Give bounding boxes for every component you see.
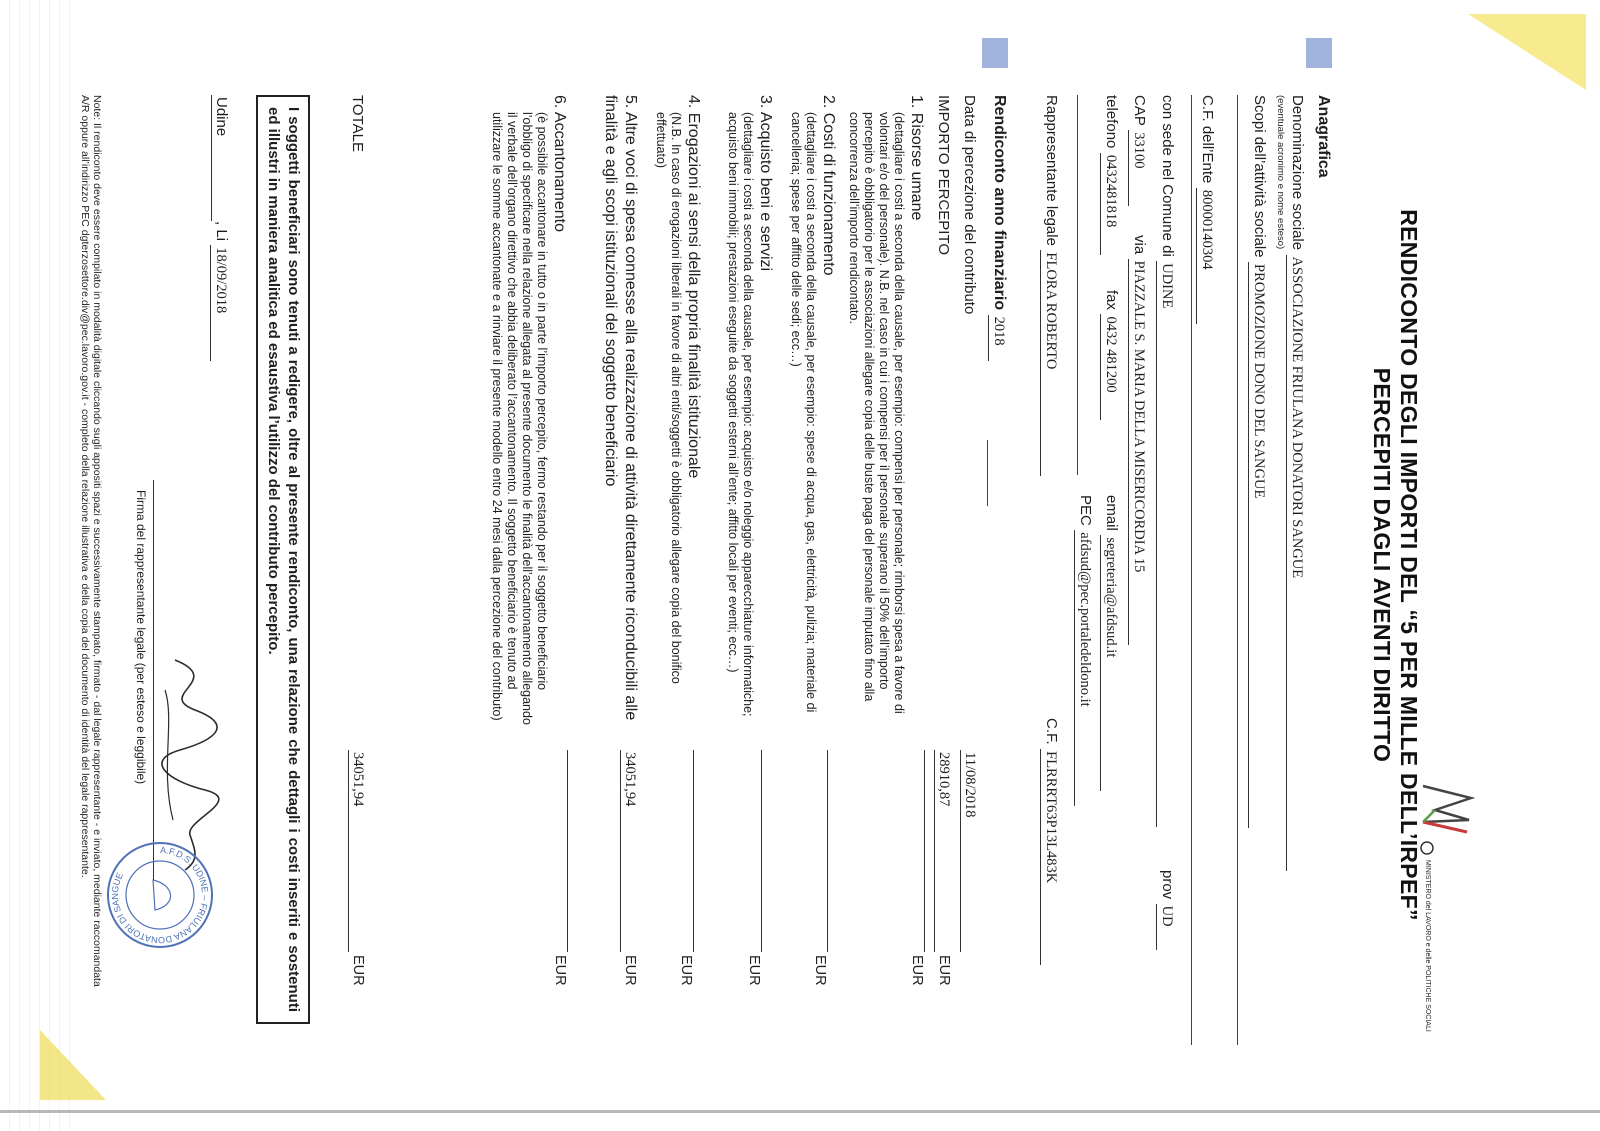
currency-label: EUR [936, 955, 952, 986]
anagrafica-heading: Anagrafica [1315, 95, 1332, 178]
data-firma-field[interactable]: 18/09/2018 [210, 245, 229, 361]
item-5-amount-field[interactable]: 34051,94 [620, 750, 638, 952]
email-field[interactable]: segreteria@afdsud.it [1100, 535, 1119, 791]
item-3-description: (dettagliare i costi a seconda della causale, per esempio: acquisto e/o noleggio apparecchiature informatiche; acquisto beni immobili; prestazioni eseguite da soggetti esterni all’ente; affitto locali per eventi; ecc…) [726, 112, 755, 717]
email-label: email [1103, 495, 1120, 531]
scopi-row [1248, 95, 1268, 828]
comune-row [1156, 95, 1176, 827]
rappresentante-label: Rappresentante legale [1043, 95, 1060, 246]
via-row [1128, 235, 1148, 645]
cf-row [1196, 95, 1216, 324]
item-1-amount-field[interactable] [924, 750, 925, 952]
scopi-label: Scopi dell’attività sociale [1251, 95, 1268, 258]
currency-label: EUR [909, 955, 925, 986]
relazione-notice-box: I soggetti beneficiari sono tenuti a redigere, oltre al presente rendiconto, una relazione che dettagli i costi inseriti e sostenuti ed illustri in maniera analitica ed esaustiva l’utilizzo del contributo percepito. [256, 95, 310, 1024]
cap-field[interactable]: 33100 [1128, 130, 1147, 206]
item-5-title: 5. Altre voci di spesa connesse alla realizzazione di attività direttamente riconducibili alle finalità e agli scopi istituzionali del soggetto beneficiario [602, 95, 639, 721]
fax-label: fax [1103, 290, 1120, 311]
document-title [1368, 60, 1422, 1070]
rappresentante-row [1040, 95, 1060, 476]
scopi-field[interactable]: PROMOZIONE DONO DEL SANGUE [1248, 262, 1267, 828]
logo-caption: MINISTERO del LAVORO e delle POLITICHE SOCIALI [1424, 860, 1431, 1032]
via-field[interactable]: PIAZZALE S. MARIA DELLA MISERICORDIA 15 [1128, 259, 1147, 645]
stamp-text: A.F.D.S. UDINE – FRIULANA DONATORI DI SANGUE [109, 844, 211, 946]
importo-percepito-field[interactable]: 28910,87 [934, 750, 952, 952]
prov-label: prov [1159, 870, 1176, 900]
item-6-description: (è possibile accantonare in tutto o in parte l’importo percepito, fermo restando per il soggetto beneficiario l’obbligo di specificare nella relazione allegata al presente documento le finalità dell’accantonamento allegando il verbale dell’organo direttivo che abbia deliberato l’accantonamento. Il soggetto beneficiario è tenuto ad utilizzare le somme accantonate e a rinviare il presente modello entro 24 mesi dalla percezione del contributo) [490, 112, 549, 725]
association-stamp [105, 840, 215, 950]
data-percezione-field[interactable]: 11/08/2018 [960, 750, 978, 952]
item-2-amount-field[interactable] [827, 750, 828, 952]
rappresentante-cf-label: C.F. [1043, 718, 1060, 745]
rendiconto-heading: Rendiconto anno finanziario [991, 95, 1008, 311]
item-1-title: 1. Risorse umane [908, 95, 925, 221]
denominazione-note: (eventuale acronimo e nome esteso) [1275, 95, 1286, 250]
comune-field[interactable]: UDINE [1156, 261, 1175, 827]
item-2-title: 2. Costi di funzionamento [820, 95, 837, 276]
item-3-amount-field[interactable] [761, 750, 762, 952]
section-marker [1306, 38, 1332, 68]
currency-label: EUR [622, 955, 638, 986]
divider [1191, 95, 1192, 1045]
currency-label: EUR [746, 955, 762, 986]
ministry-logo [1415, 780, 1475, 1032]
telefono-row [1100, 95, 1120, 255]
rappresentante-cf-row [1040, 718, 1060, 965]
rappresentante-field[interactable]: FLORA ROBERTO [1040, 250, 1059, 476]
telefono-field[interactable]: 0432481818 [1100, 153, 1119, 255]
pec-label: PEC [1077, 495, 1094, 526]
totale-field[interactable]: 34051,94 [348, 750, 366, 952]
rendiconto-heading-row [988, 95, 1008, 361]
cap-label: CAP [1131, 95, 1148, 126]
telefono-label: telefono [1103, 95, 1120, 149]
item-4-description: (N.B. In caso di erogazioni liberali in favore di altri enti/soggetti è obbligatorio allegare copia del bonifico effettuato) [654, 112, 683, 684]
cf-field[interactable]: 80000140304 [1196, 188, 1215, 324]
item-4-amount-field[interactable] [693, 750, 694, 952]
prov-row [1156, 870, 1176, 950]
item-1-description: (dettagliare i costi a seconda della causale, per esempio: compensi per personale; rimborsi spesa a favore di volontari e/o del personale). N.B. nel caso in cui i compensi per il personale superano il 50% dell’importo percepito è obbligatorio per le associazioni allegare copia delle buste paga del personale imputato fino alla concorrenza dell’importo rendicontato. [847, 112, 906, 714]
fax-row [1100, 290, 1120, 420]
email-row [1100, 495, 1120, 791]
currency-label: EUR [350, 955, 366, 986]
luogo-field[interactable]: Udine [211, 95, 230, 221]
currency-label: EUR [552, 955, 568, 986]
fax-field[interactable]: 0432 481200 [1100, 314, 1119, 420]
comune-label: con sede nel Comune di [1159, 95, 1176, 257]
cap-row [1128, 95, 1148, 206]
item-3-title: 3. Acquisto beni e servizi [757, 95, 774, 272]
place-date-row [210, 95, 230, 361]
item-6-amount-field[interactable] [567, 750, 568, 952]
currency-label: EUR [812, 955, 828, 986]
item-6-title: 6. Accantonamento [551, 95, 568, 232]
cf-label: C.F. dell’Ente [1199, 95, 1216, 184]
footer-note: Note: Il rendiconto deve essere compilato in modalità digitale cliccando sugli appositi spazi e successivamente stampato, firmato - dal legale rappresentante - e inviato, mediante raccomandata A/R oppure all’indirizzo PEC dgterzosettore.div@pec.lavoro.gov.it - completo della relazione illustrativa e della copia del documento di identità del legale rappresentante. [79, 95, 103, 987]
importo-percepito-label: IMPORTO PERCEPITO [935, 95, 952, 256]
li-label: , Li [213, 221, 230, 242]
divider [987, 440, 988, 506]
denominazione-label: Denominazione sociale [1289, 95, 1306, 251]
currency-label: EUR [678, 955, 694, 986]
denominazione-row [1286, 95, 1306, 871]
section-marker [982, 38, 1008, 68]
divider [1237, 95, 1238, 1045]
title-line-2: PERCEPITI DAGLI AVENTI DIRITTO [1369, 367, 1395, 763]
title-line-1: RENDICONTO DEGLI IMPORTI DEL “5 PER MILLE DELL’IRPEF” [1396, 209, 1422, 921]
pec-row [1074, 495, 1094, 806]
prov-field[interactable]: UD [1156, 904, 1175, 950]
divider [1077, 95, 1078, 475]
totale-label: TOTALE [349, 95, 366, 152]
item-4-title: 4. Erogazioni ai sensi della propria finalità istituzionale [685, 95, 702, 479]
rappresentante-cf-field[interactable]: FLRRRT63P13L483K [1040, 749, 1059, 965]
data-percezione-label: Data di percezione del contributo [961, 95, 978, 315]
firma-label: Firma del rappresentante legale (per esteso e leggibile) [134, 490, 148, 785]
pec-field[interactable]: afdsud@pec.portaledeldono.it [1074, 530, 1093, 806]
denominazione-field[interactable]: ASSOCIAZIONE FRIULANA DONATORI SANGUE [1286, 255, 1305, 871]
via-label: via [1131, 235, 1148, 255]
anno-field[interactable]: 2018 [988, 315, 1007, 361]
item-2-description: (dettagliare i costi a seconda della causale, per esempio: spese di acqua, gas, elettricità, pulizia; materiale di cancelleria; spese per affitto delle sedi; ecc…) [789, 112, 818, 713]
